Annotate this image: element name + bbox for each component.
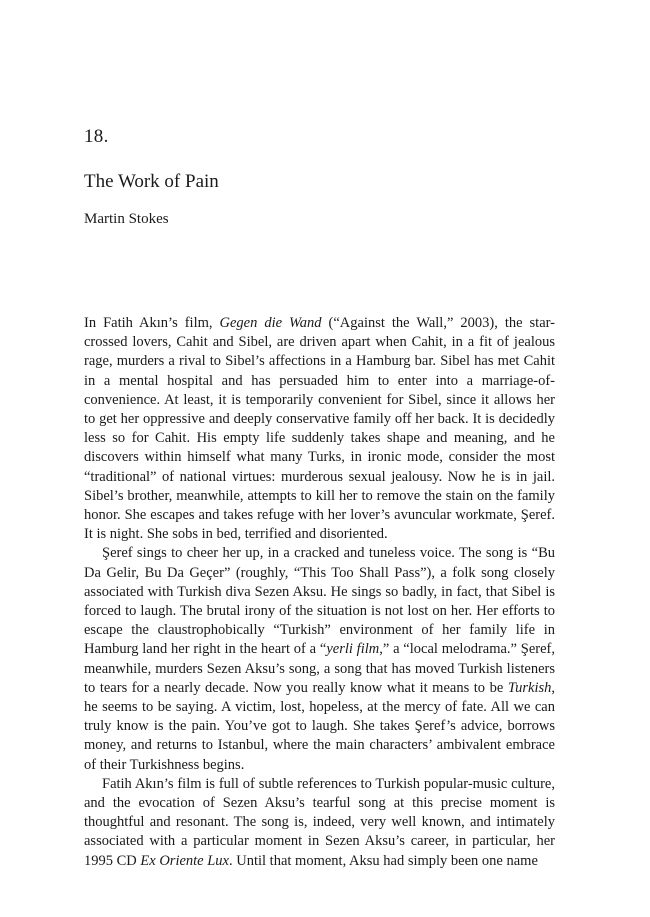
italic-run: Ex Oriente Lux [140, 852, 229, 869]
italic-run: Turkish [507, 679, 552, 696]
italic-run: yerli film [326, 641, 380, 658]
text-run: . Until that moment, Aksu had simply been one name [229, 852, 538, 869]
chapter-title: The Work of Pain [84, 171, 219, 192]
text-run: (“Against the Wall,” 2003), the star-crossed lovers, Cahit and Sibel, are driven apart when Cahit, in a fit of jealous rage, murders a rival to Sibel’s affections in a Hamburg bar. Sibel has met Cahit in a mental hospital and has persuaded him to enter into a marriage-of-convenience. At least, it is temporarily convenient for Sibel, since it allows her to get her oppressive and deeply conservative family off her back. It is decidedly less so for Cahit. His empty life suddenly takes shape and meaning, and he discovers within himself what many Turks, in ironic mode, consider the most “traditional” of national virtues: murderous sexual jealousy. Now he is in jail. Sibel’s brother, meanwhile, attempts to kill her to remove the stain on the family honor. She escapes and takes refuge with her lover’s avuncular workmate, Şeref. It is night. She sobs in bed, terrified and disoriented. [84, 315, 555, 543]
text-run: In Fatih Akın’s film, [84, 315, 220, 331]
text-run: , he seems to be saying. A victim, lost, hopeless, at the mercy of fate. All we can truly know is the pain. You’ve got to laugh. She takes Şeref’s advice, borrows money, and returns to Istanbul, where the main characters’ ambivalent embrace of their Turkishness begins. [84, 679, 555, 773]
paragraph-3 [84, 775, 555, 871]
text-run: Fatih Akın’s film is full of subtle references to Turkish popular-music culture, and the evocation of Sezen Aksu’s tearful song at this precise moment is thoughtful and resonant. The song is, indeed, very well known, and intimately associated with a particular moment in Sezen Aksu’s career, in particular, her 1995 CD [84, 775, 555, 869]
italic-run: Gegen die Wand [219, 315, 322, 331]
body-text [84, 314, 555, 871]
chapter-number: 18. [84, 126, 109, 147]
chapter-author: Martin Stokes [84, 211, 169, 227]
paragraph-1 [84, 314, 555, 544]
paragraph-2 [84, 544, 555, 774]
text-run: Şeref sings to cheer her up, in a cracked and tuneless voice. The song is “Bu Da Gelir, Bu Da Geçer” (roughly, “This Too Shall Pass”), a folk song closely associated with Turkish diva Sezen Aksu. He sings so badly, in fact, that Sibel is forced to laugh. The brutal irony of the situation is not lost on her. Her efforts to escape the claustrophobically “Turkish” environment of her family life in Hamburg land her right in the heart of a “ [84, 545, 555, 658]
text-run: ,” a “local melodrama.” Şeref, meanwhile, murders Sezen Aksu’s song, a song that has moved Turkish listeners to tears for a nearly decade. Now you really know what it means to be [84, 641, 555, 696]
